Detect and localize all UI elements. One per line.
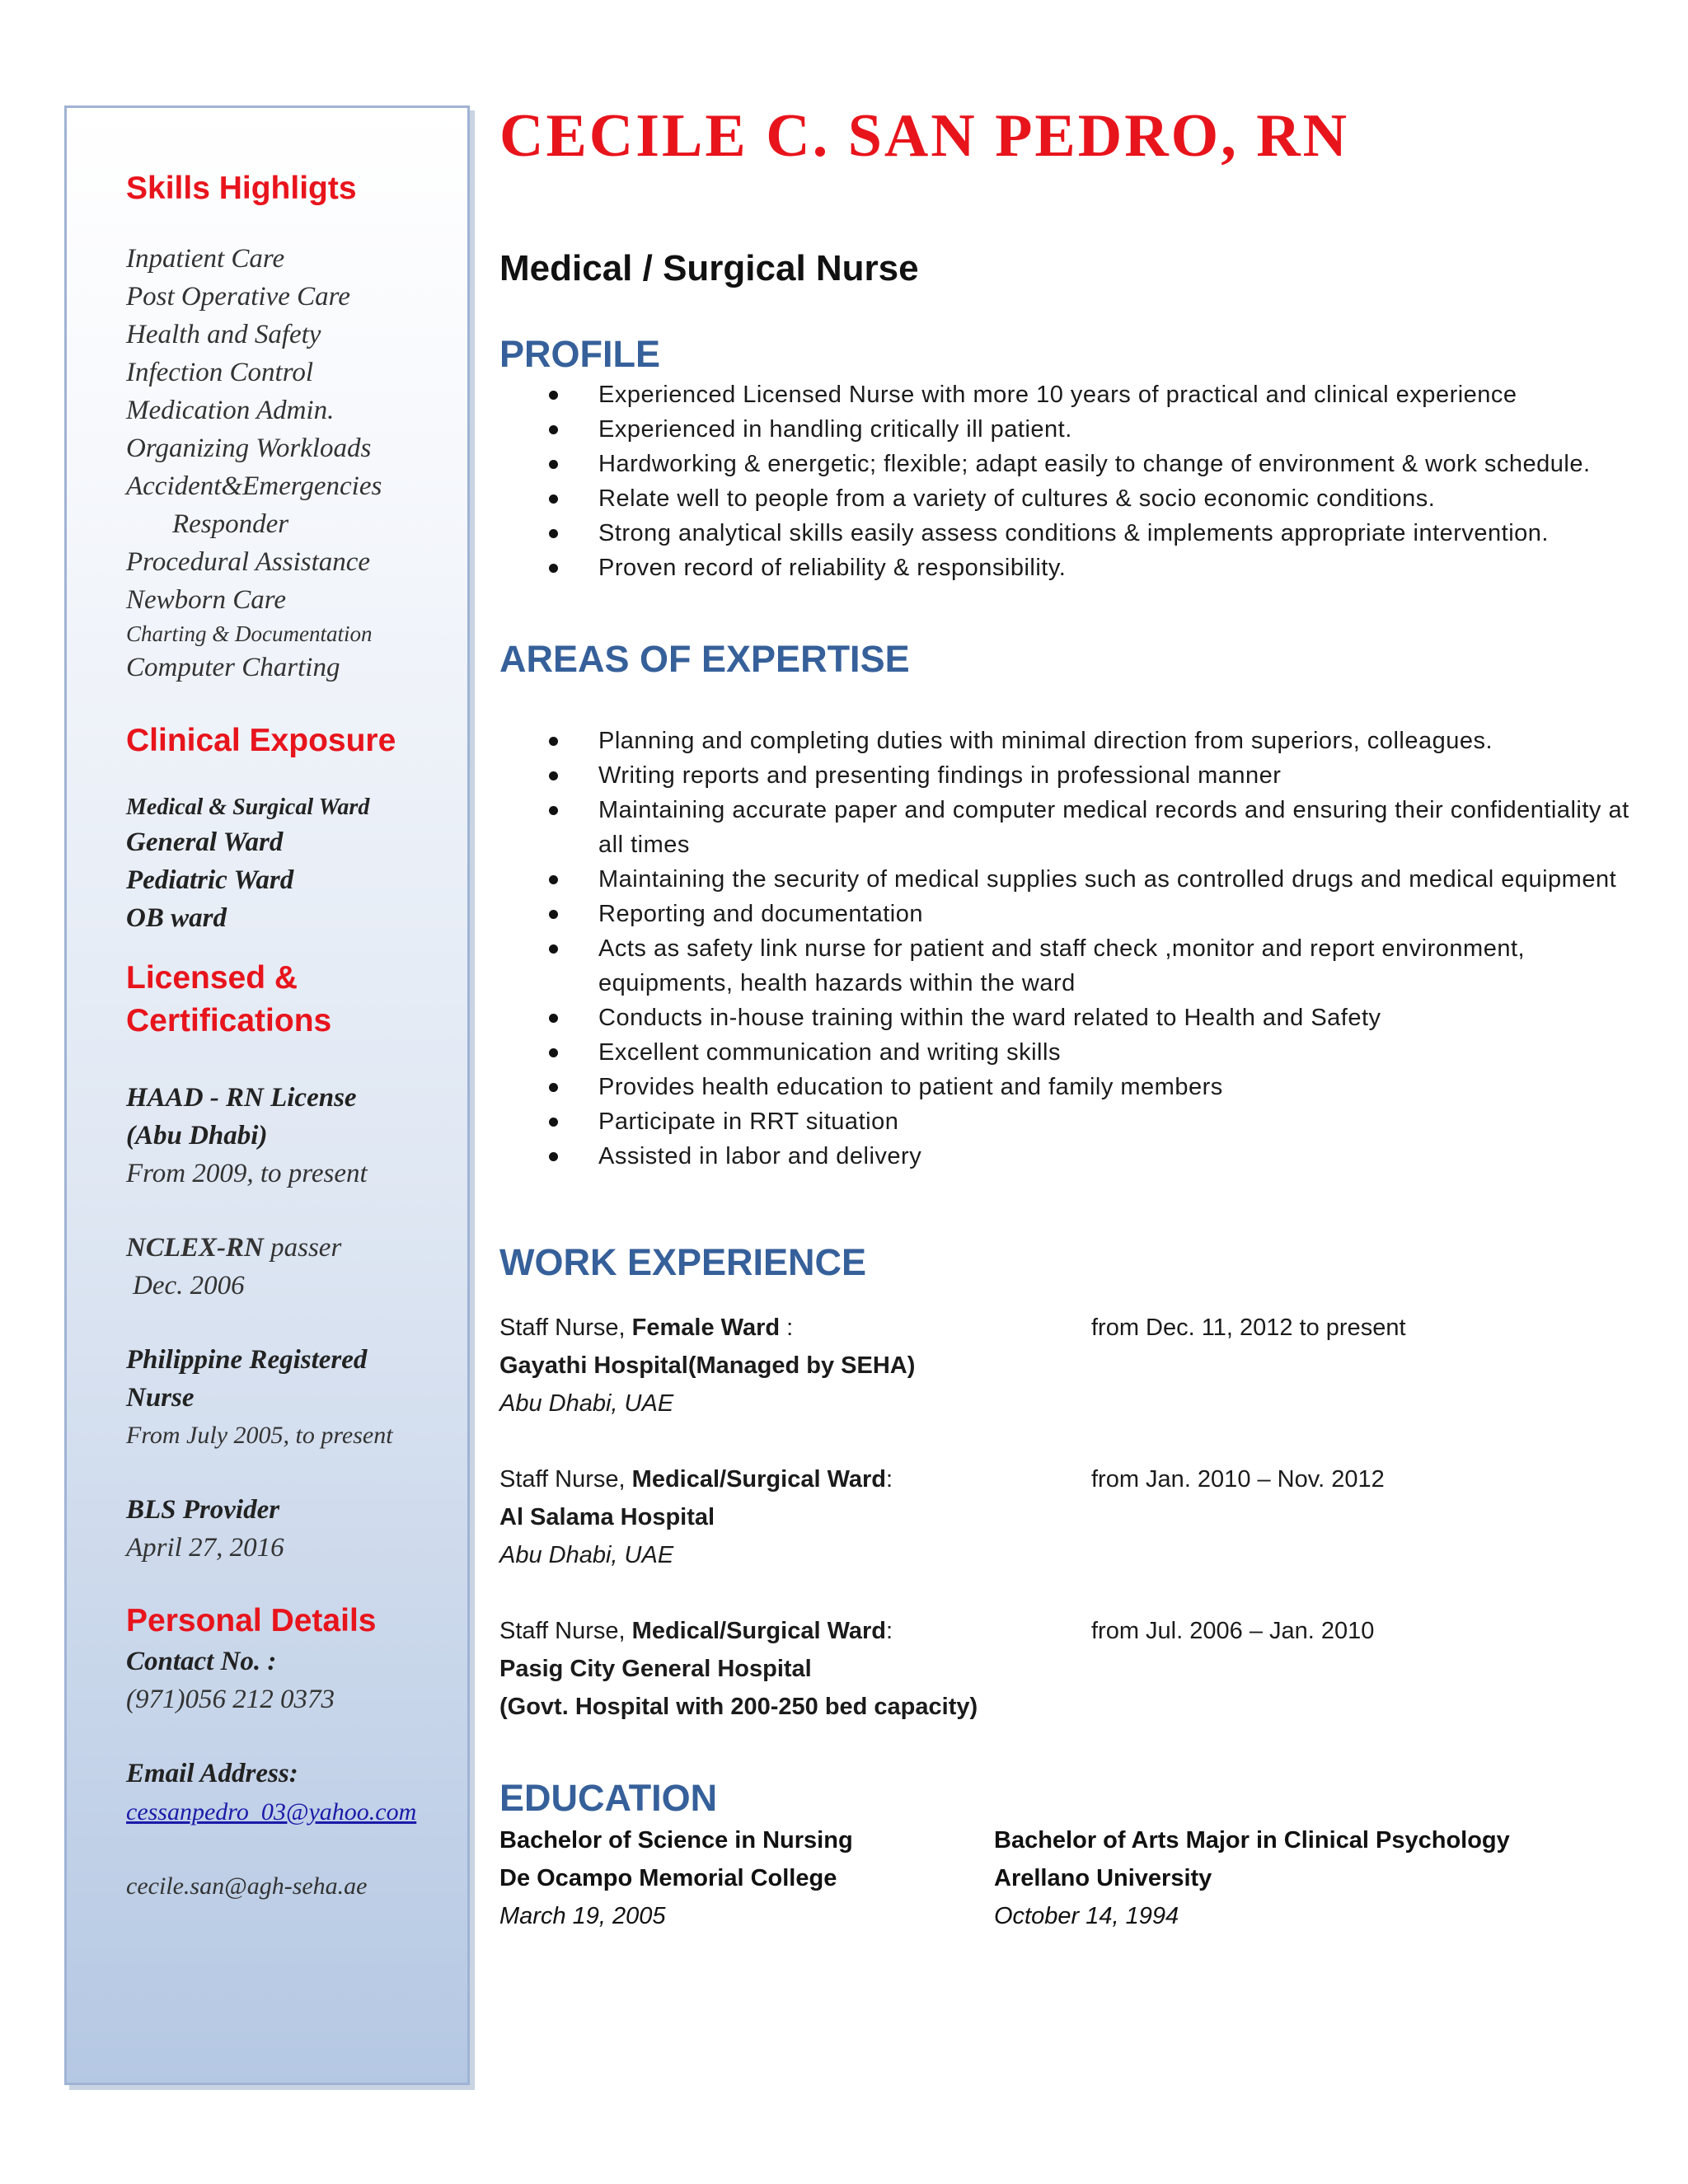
skill-item: Post Operative Care	[126, 282, 350, 312]
clinical-item: Medical & Surgical Ward	[126, 794, 370, 820]
edu-date: October 14, 1994	[994, 1903, 1179, 1929]
nclex-label: NCLEX-RN	[126, 1233, 264, 1263]
skill-item: Health and Safety	[126, 320, 321, 349]
expertise-item: Provides health education to patient and family members	[499, 1070, 1653, 1104]
job-location: Abu Dhabi, UAE	[499, 1542, 674, 1568]
licensed-heading-line2: Certifications	[126, 1003, 332, 1038]
profile-item: Relate well to people from a variety of cultures & socio economic conditions.	[499, 481, 1653, 516]
job-ward: Medical/Surgical Ward	[631, 1618, 886, 1644]
sidebar-content	[126, 167, 451, 1905]
job-hospital: Pasig City General Hospital	[499, 1656, 812, 1682]
job-title: Medical / Surgical Nurse	[499, 248, 919, 288]
expertise-item: Excellent communication and writing skills	[499, 1035, 1653, 1070]
expertise-item: Maintaining accurate paper and computer medical records and ensuring their confidentiality at all times	[499, 793, 1653, 862]
education-entry	[499, 1821, 994, 1935]
profile-heading: PROFILE	[499, 333, 661, 375]
haad-license: HAAD - RN License	[126, 1083, 357, 1113]
job-role: Staff Nurse,	[499, 1618, 632, 1644]
expertise-item: Participate in RRT situation	[499, 1104, 1653, 1139]
prn-license-line1: Philippine Registered	[126, 1345, 368, 1375]
profile-item: Experienced Licensed Nurse with more 10 years of practical and clinical experience	[499, 377, 1653, 412]
job-ward: Medical/Surgical Ward	[631, 1466, 886, 1493]
education-heading: EDUCATION	[499, 1777, 718, 1819]
job-role: Staff Nurse,	[499, 1466, 632, 1493]
profile-item: Proven record of reliability & responsibility.	[499, 551, 1653, 585]
contact-value: (971)056 212 0373	[126, 1685, 335, 1714]
nclex-date: Dec. 2006	[133, 1271, 245, 1301]
job-hospital: Gayathi Hospital(Managed by SEHA)	[499, 1352, 916, 1379]
job-role: Staff Nurse,	[499, 1315, 632, 1341]
profile-item: Experienced in handling critically ill patient.	[499, 412, 1653, 447]
email-primary-line	[126, 1793, 451, 1831]
edu-degree: Bachelor of Arts Major in Clinical Psychology	[994, 1827, 1510, 1854]
clinical-item: OB ward	[126, 903, 227, 933]
skill-item: Infection Control	[126, 358, 314, 387]
expertise-item: Reporting and documentation	[499, 897, 1653, 931]
personal-heading: Personal Details	[126, 1603, 377, 1638]
expertise-item: Writing reports and presenting findings in professional manner	[499, 758, 1653, 793]
licensed-heading-line1: Licensed &	[126, 960, 298, 996]
job-entry	[499, 1612, 1653, 1726]
nclex-line	[126, 1229, 451, 1267]
haad-date: From 2009, to present	[126, 1159, 368, 1188]
job-ward: Female Ward	[631, 1315, 781, 1341]
edu-degree: Bachelor of Science in Nursing	[499, 1827, 853, 1854]
prn-license-line2: Nurse	[126, 1383, 195, 1413]
expertise-heading: AREAS OF EXPERTISE	[499, 638, 910, 680]
skill-item: Inpatient Care	[126, 244, 285, 274]
job-role-line	[499, 1309, 1091, 1347]
edu-school: De Ocampo Memorial College	[499, 1865, 837, 1891]
sidebar	[64, 105, 470, 2085]
profile-item: Hardworking & energetic; flexible; adapt easily to change of environment & work schedule.	[499, 447, 1653, 481]
job-entry	[499, 1309, 1653, 1422]
expertise-item: Conducts in-house training within the ward related to Health and Safety	[499, 1001, 1653, 1035]
skills-heading: Skills Highligts	[126, 171, 357, 206]
job-role-line	[499, 1460, 1091, 1498]
job-location: Abu Dhabi, UAE	[499, 1390, 674, 1417]
work-heading: WORK EXPERIENCE	[499, 1241, 867, 1283]
skill-item: Accident&Emergencies	[126, 471, 382, 501]
candidate-name: CECILE C. SAN PEDRO, RN	[499, 102, 1350, 170]
expertise-list	[499, 724, 1653, 1174]
clinical-item: General Ward	[126, 827, 284, 857]
skill-item: Medication Admin.	[126, 396, 335, 425]
skill-item: Organizing Workloads	[126, 434, 372, 463]
job-role-line	[499, 1612, 1091, 1650]
profile-item: Strong analytical skills easily assess conditions & implements appropriate intervention.	[499, 516, 1653, 551]
skill-item: Responder	[172, 509, 289, 539]
job-date: from Jul. 2006 – Jan. 2010	[1091, 1618, 1375, 1644]
nclex-suffix: passer	[263, 1233, 342, 1263]
expertise-item: Acts as safety link nurse for patient and staff check ,monitor and report environment, equipments, health hazards within the ward	[499, 931, 1653, 1001]
expertise-item: Maintaining the security of medical supplies such as controlled drugs and medical equipment	[499, 862, 1653, 897]
profile-list	[499, 377, 1653, 585]
skill-item: Newborn Care	[126, 585, 287, 615]
clinical-item: Pediatric Ward	[126, 865, 294, 895]
email-secondary: cecile.san@agh-seha.ae	[126, 1872, 368, 1900]
bls-provider: BLS Provider	[126, 1495, 280, 1525]
job-date: from Jan. 2010 – Nov. 2012	[1091, 1466, 1385, 1493]
prn-date: From July 2005, to present	[126, 1422, 393, 1449]
edu-date: March 19, 2005	[499, 1903, 666, 1929]
education-entry	[994, 1821, 1510, 1935]
main-content	[499, 99, 1653, 1935]
skills-list	[126, 240, 451, 687]
haad-region: (Abu Dhabi)	[126, 1121, 268, 1151]
skill-item: Charting & Documentation	[126, 621, 373, 646]
contact-label: Contact No. :	[126, 1647, 277, 1676]
expertise-item: Planning and completing duties with minimal direction from superiors, colleagues.	[499, 724, 1653, 758]
expertise-item: Assisted in labor and delivery	[499, 1139, 1653, 1174]
job-ward-suffix: :	[780, 1315, 794, 1341]
edu-school: Arellano University	[994, 1865, 1212, 1891]
job-hospital: Al Salama Hospital	[499, 1504, 715, 1530]
job-ward-suffix: :	[886, 1466, 893, 1493]
clinical-heading: Clinical Exposure	[126, 723, 396, 758]
job-ward-suffix: :	[886, 1618, 893, 1644]
skill-item: Procedural Assistance	[126, 547, 371, 577]
email-label: Email Address:	[126, 1759, 298, 1788]
job-date: from Dec. 11, 2012 to present	[1091, 1315, 1406, 1341]
education-entries	[499, 1821, 1653, 1935]
email-link[interactable]: cessanpedro_03@yahoo.com	[126, 1798, 417, 1825]
skill-item: Computer Charting	[126, 653, 340, 682]
job-entry	[499, 1460, 1653, 1574]
bls-date: April 27, 2016	[126, 1533, 284, 1563]
job-note: (Govt. Hospital with 200-250 bed capacity)	[499, 1694, 978, 1720]
